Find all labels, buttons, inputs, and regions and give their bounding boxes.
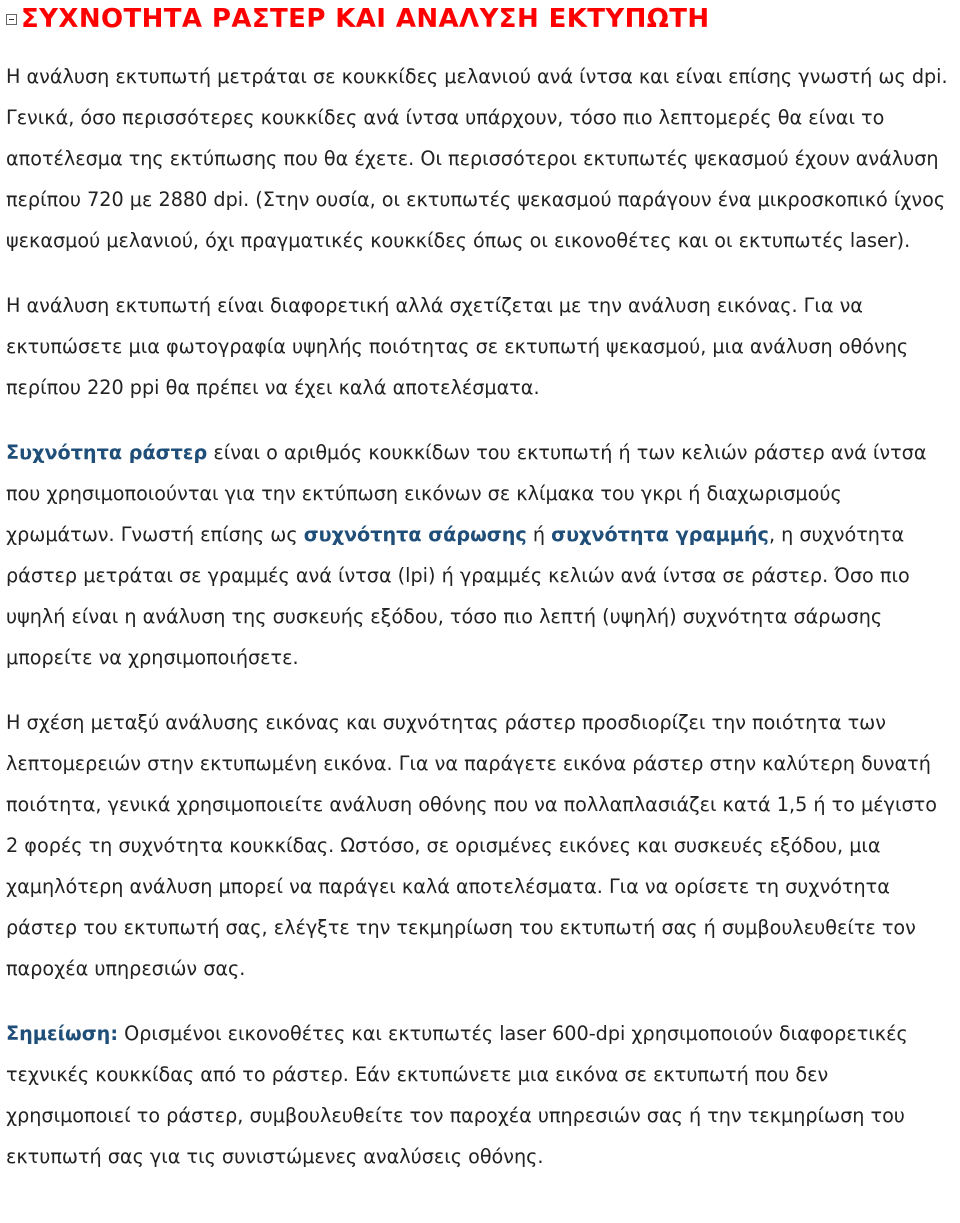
- paragraph-printer-resolution: [6, 56, 954, 261]
- paragraph-resolution-relation: [6, 702, 954, 989]
- paragraph-image-resolution: [6, 285, 954, 408]
- section-title: ΣΥΧΝΟΤΗΤΑ ΡΑΣΤΕΡ ΚΑΙ ΑΝΑΛΥΣΗ ΕΚΤΥΠΩΤΗ: [21, 4, 710, 34]
- note-label: Σημείωση:: [6, 1022, 118, 1045]
- note-paragraph: [6, 1013, 954, 1177]
- paragraph-text: Η σχέση μεταξύ ανάλυσης εικόνας και συχνότητας ράστερ προσδιορίζει την ποιότητα των λεπτομερειών στην εκτυπωμένη εικόνα. Για να παράγετε εικόνα ράστερ στην καλύτερη δυνατή ποιότητα, γενικά χρησιμοποιείτε ανάλυση οθόνης που να πολλαπλασιάζει κατά 1,5 ή το μέγιστο 2 φορές τη συχνότητα κουκκίδας. Ωστόσο, σε ορισμένες εικόνες και συσκευές εξόδου, μια χαμηλότερη ανάλυση μπορεί να παράγει καλά αποτελέσματα. Για να ορίσετε τη συχνότητα ράστερ του εκτυπωτή σας, ελέγξτε την τεκμηρίωση του εκτυπωτή σας ή συμβουλευθείτε τον παροχέα υπηρεσιών σας.: [6, 711, 937, 980]
- paragraph-text: Η ανάλυση εκτυπωτή μετράται σε κουκκίδες μελανιού ανά ίντσα και είναι επίσης γνωστή ως dpi. Γενικά, όσο περισσότερες κουκκίδες ανά ίντσα υπάρχουν, τόσο πιο λεπτομερές θα είναι το αποτέλεσμα της εκτύπωσης που θα έχετε. Οι περισσότεροι εκτυπωτές ψεκασμού έχουν ανάλυση περίπου 720 με 2880 dpi. (Στην ουσία, οι εκτυπωτές ψεκασμού παράγουν ένα μικροσκοπικό ίχνος ψεκασμού μελανιού, όχι πραγματικές κουκκίδες όπως οι εικονοθέτες και οι εκτυπωτές laser).: [6, 65, 948, 252]
- paragraph-text: Η ανάλυση εκτυπωτή είναι διαφορετική αλλά σχετίζεται με την ανάλυση εικόνας. Για να εκτυπώσετε μια φωτογραφία υψηλής ποιότητας σε εκτυπωτή ψεκασμού, μια ανάλυση οθόνης περίπου 220 ppi θα πρέπει να έχει καλά αποτελέσματα.: [6, 294, 909, 399]
- term-line-frequency: συχνότητα γραμμής: [551, 523, 769, 546]
- paragraph-screen-frequency: [6, 432, 954, 678]
- term-screen-frequency: Συχνότητα ράστερ: [6, 441, 208, 464]
- minus-box-icon[interactable]: [6, 14, 17, 25]
- paragraph-text: ή: [526, 523, 552, 546]
- term-scan-frequency: συχνότητα σάρωσης: [303, 523, 527, 546]
- section-heading: [6, 4, 954, 34]
- paragraph-text: , η συχνότητα ράστερ μετράται σε γραμμές ανά ίντσα (lpi) ή γραμμές κελιών ανά ίντσα σε ράστερ. Όσο πιο υψηλή είναι η ανάλυση της συσκευής εξόδου, τόσο πιο λεπτή (υψηλή) συχνότητα σάρωσης μπορείτε να χρησιμοποιήσετε.: [6, 523, 910, 669]
- note-text: Ορισμένοι εικονοθέτες και εκτυπωτές laser 600-dpi χρησιμοποιούν διαφορετικές τεχνικές κουκκίδας από το ράστερ. Εάν εκτυπώνετε μια εικόνα σε εκτυπωτή που δεν χρησιμοποιεί το ράστερ, συμβουλευθείτε τον παροχέα υπηρεσιών σας ή την τεκμηρίωση του εκτυπωτή σας για τις συνιστώμενες αναλύσεις οθόνης.: [6, 1022, 908, 1168]
- paragraph-text: είναι ο αριθμός κουκκίδων του εκτυπωτή ή των κελιών ράστερ ανά ίντσα που χρησιμοποιούνται για την εκτύπωση εικόνων σε κλίμακα του γκρι ή διαχωρισμούς χρωμάτων. Γνωστή επίσης ως: [6, 441, 927, 546]
